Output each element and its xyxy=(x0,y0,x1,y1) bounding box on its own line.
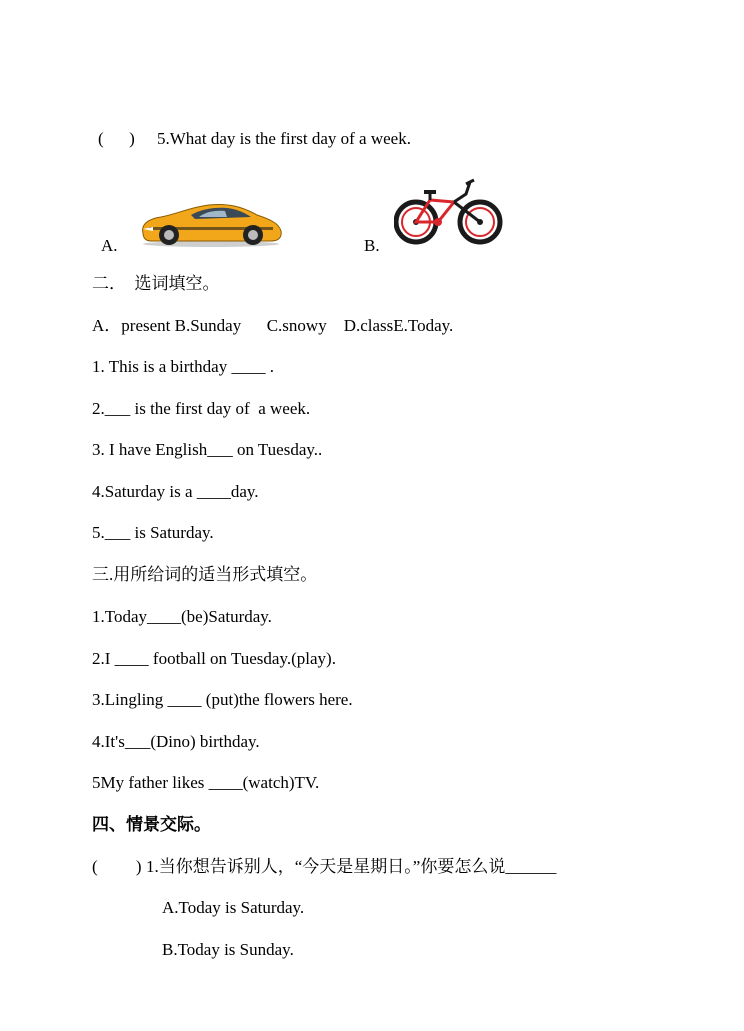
q5-option-a-label: A. xyxy=(101,236,118,255)
car-icon xyxy=(139,199,283,254)
section3-item-2: 2.I ____ football on Tuesday.(play). xyxy=(92,649,336,668)
section4-option-b: B.Today is Sunday. xyxy=(162,940,294,959)
q5-question: 5.What day is the first day of a week. xyxy=(157,129,411,148)
q5-paren: ( ) xyxy=(98,129,135,148)
section4-heading: 四、情景交际。 xyxy=(92,815,211,834)
section3-item-3: 3.Lingling ____ (put)the flowers here. xyxy=(92,690,353,709)
section3-item-4: 4.It's___(Dino) birthday. xyxy=(92,732,260,751)
section2-item-4: 4.Saturday is a ____day. xyxy=(92,482,259,501)
q5-option-b-label: B. xyxy=(364,236,380,255)
section2-item-3: 3. I have English___ on Tuesday.. xyxy=(92,440,323,459)
section3-heading: 三.用所给词的适当形式填空。 xyxy=(92,565,318,584)
section2-choices: A．present B.Sunday C.snowy D.classE.Today. xyxy=(92,316,454,335)
bicycle-icon xyxy=(394,178,504,253)
section3-item-1: 1.Today____(be)Saturday. xyxy=(92,607,272,626)
section4-option-a: A.Today is Saturday. xyxy=(162,898,305,917)
section2-item-2: 2.___ is the first day of a week. xyxy=(92,399,311,418)
section2-item-5: 5.___ is Saturday. xyxy=(92,523,214,542)
section4-q1-text: 1.当你想告诉别人，“今天是星期日。”你要怎么说______ xyxy=(146,857,557,876)
section4-q1-paren: ( ) xyxy=(92,857,142,876)
section2-heading: 二． 选词填空。 xyxy=(92,274,220,293)
section3-item-5: 5My father likes ____(watch)TV. xyxy=(92,773,320,792)
section2-item-1: 1. This is a birthday ____ . xyxy=(92,357,274,376)
